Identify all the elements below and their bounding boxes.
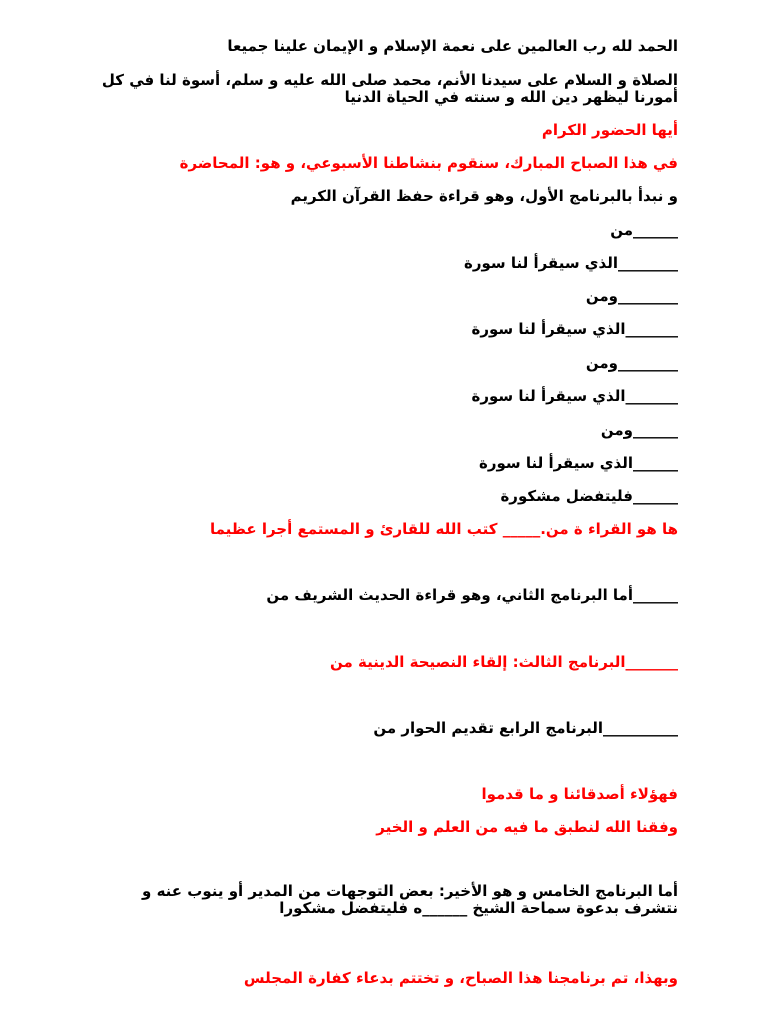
surah-blank-3: _______الذي سيقرأ لنا سورة [471,387,678,405]
reader-blank-1: ______من [610,221,678,239]
event-intro: في هذا الصباح المبارك، سنقوم بنشاطنا الأسبوعي، و هو: المحاضرة [179,154,678,172]
surah-blank-4: ______الذي سيقرأ لنا سورة [478,454,678,472]
program-four: __________البرنامج الرابع تقديم الحوار من [373,719,678,737]
reader-blank-2: ________ومن [585,287,678,305]
opening-praise: الحمد لله رب العالمين على نعمة الإسلام و الإيمان علينا جميعا [227,37,678,55]
salutation-paragraph: الصلاة و السلام على سيدنا الأنم، محمد صلى الله عليه و سلم، أسوة لنا في كل أمورنا ليظهر دين الله و سنته في الحياة الدنيا [101,71,678,106]
program-five: أما البرنامج الخامس و هو الأخير: بعض التوجهات من المدير أو ينوب عنه و نتشرف بدعوة سماحة الشيخ ______ه فليتفضل مشكورا [142,882,678,917]
surah-blank-2: _______الذي سيقرأ لنا سورة [471,320,678,338]
reader-blank-4: ______ومن [600,421,678,439]
invitation-line: ______فليتفضل مشكورة [500,487,678,505]
prayer-line: وفقنا الله لنطبق ما فيه من العلم و الخير [376,818,678,836]
surah-blank-1: ________الذي سيقرأ لنا سورة [463,254,678,272]
program-three: _______البرنامج الثالث: إلقاء النصيحة الدينية من [329,653,678,671]
friends-line: فهؤلاء أصدقائنا و ما قدموا [481,785,678,803]
recitation-blessing: ها هو القراء ة من._____ كتب الله للقارئ و المستمع أجرا عظيما [209,520,678,538]
closing-line: وبهذا، تم برنامجنا هذا الصباح، و تختتم بدعاء كفارة المجلس [243,969,678,987]
reader-blank-3: ________ومن [585,354,678,372]
audience-greeting: أيها الحضور الكرام [541,121,678,139]
program-two: ______أما البرنامج الثاني، وهو قراءة الحديث الشريف من [266,586,678,604]
program-one-intro: و نبدأ بالبرنامج الأول، وهو قراءة حفظ القرآن الكريم [290,187,678,205]
